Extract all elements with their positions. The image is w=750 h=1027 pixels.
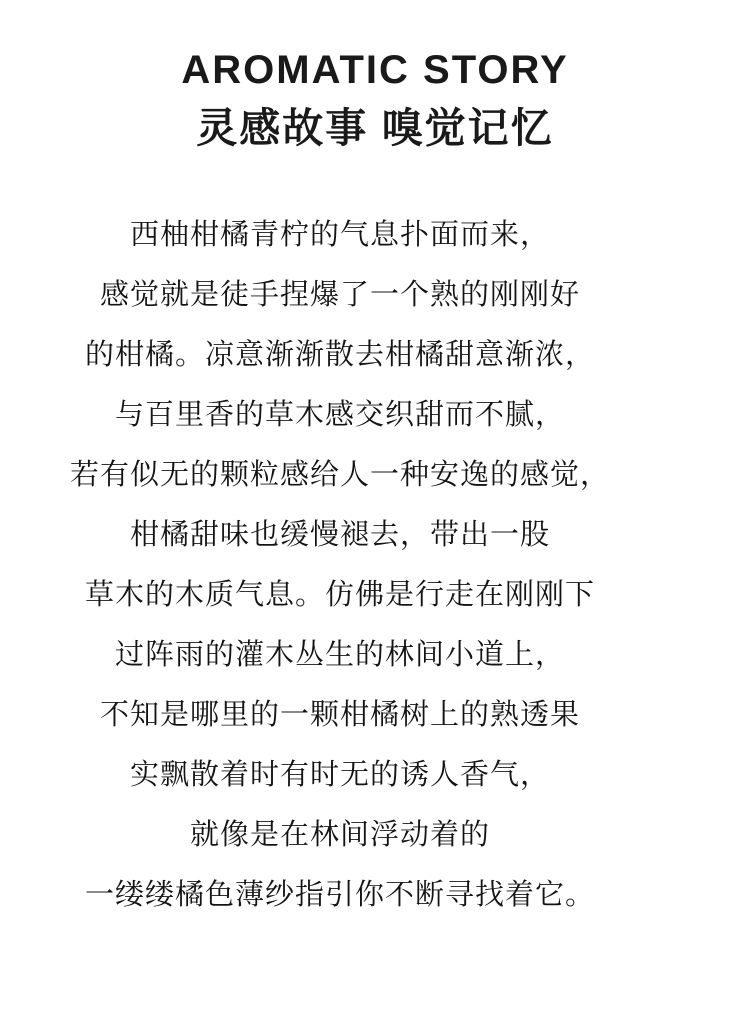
story-line: 若有似无的颗粒感给人一种安逸的感觉， [69,459,610,491]
section-header [0,0,750,151]
story-line: 的柑橘。凉意渐渐散去柑橘甜意渐浓， [84,339,595,371]
story-line: 西柚柑橘青柠的气息扑面而来， [129,219,550,251]
story-line: 一缕缕橘色薄纱指引你不断寻找着它。 [84,879,595,911]
section-title-chinese: 灵感故事 嗅觉记忆 [196,105,554,151]
section-title-english: AROMATIC STORY [181,48,569,92]
story-line: 不知是哪里的一颗柑橘树上的熟透果 [99,699,580,731]
story-line: 与百里香的草木感交织甜而不腻， [114,399,565,431]
story-line: 就像是在林间浮动着的 [189,819,490,851]
story-text-block [10,205,670,925]
story-line: 柑橘甜味也缓慢褪去，带出一股 [129,519,550,551]
story-line: 实飘散着时有时无的诱人香气， [129,759,550,791]
story-line: 感觉就是徒手捏爆了一个熟的刚刚好 [99,279,580,311]
story-line: 过阵雨的灌木丛生的林间小道上， [114,639,565,671]
story-line: 草木的木质气息。仿佛是行走在刚刚下 [84,579,595,611]
